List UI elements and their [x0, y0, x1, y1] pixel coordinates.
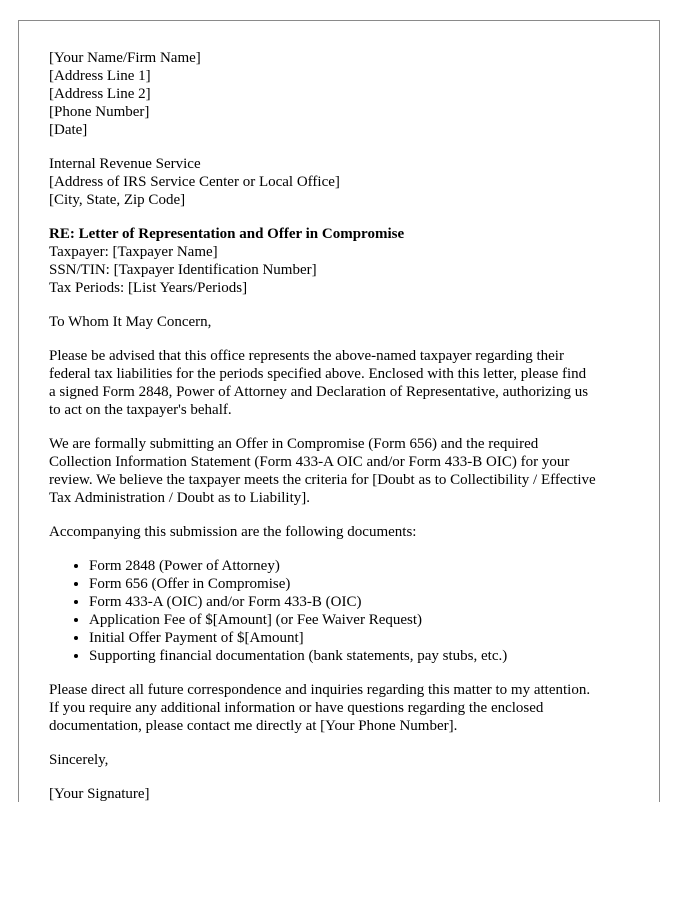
- paragraph-line: We are formally submitting an Offer in Compromise (Form 656) and the required: [49, 436, 539, 452]
- list-item: • Supporting financial documentation (bank statements, pay stubs, etc.): [89, 647, 639, 665]
- list-item: • Form 2848 (Power of Attorney): [89, 557, 639, 575]
- paragraph-line: Please be advised that this office represents the above-named taxpayer regarding their: [49, 348, 564, 364]
- sender-block: [49, 49, 639, 139]
- documents-intro-text: Accompanying this submission are the following documents:: [49, 524, 417, 540]
- paragraph-line: federal tax liabilities for the periods specified above. Enclosed with this letter, please find: [49, 366, 587, 382]
- paragraph-line: review. We believe the taxpayer meets the criteria for [Doubt as to Collectibility / Effective: [49, 472, 596, 488]
- recipient-name: Internal Revenue Service: [49, 156, 201, 172]
- closing: [49, 751, 639, 769]
- documents-list: [49, 557, 639, 665]
- taxpayer-name: Taxpayer: [Taxpayer Name]: [49, 244, 218, 260]
- list-item: • Form 656 (Offer in Compromise): [89, 575, 639, 593]
- signature-text: [Your Signature]: [49, 786, 150, 802]
- offer-paragraph: [49, 435, 639, 507]
- recipient-city: [City, State, Zip Code]: [49, 192, 186, 208]
- paragraph-line: If you require any additional information or have questions regarding the enclosed: [49, 700, 544, 716]
- tax-periods: Tax Periods: [List Years/Periods]: [49, 280, 248, 296]
- list-item: • Application Fee of $[Amount] (or Fee Waiver Request): [89, 611, 639, 629]
- taxpayer-ssn: SSN/TIN: [Taxpayer Identification Number]: [49, 262, 317, 278]
- paragraph-line: documentation, please contact me directly at [Your Phone Number].: [49, 718, 458, 734]
- letter-date: [Date]: [49, 122, 88, 138]
- letter-page: [18, 20, 660, 802]
- recipient-block: [49, 155, 639, 209]
- sender-address-line-1: [Address Line 1]: [49, 68, 151, 84]
- paragraph-line: to act on the taxpayer's behalf.: [49, 402, 232, 418]
- list-item: • Form 433-A (OIC) and/or Form 433-B (OIC): [89, 593, 639, 611]
- representation-paragraph: [49, 347, 639, 419]
- closing-text: Sincerely,: [49, 752, 109, 768]
- letter-content: [49, 49, 639, 802]
- sender-name: [Your Name/Firm Name]: [49, 50, 201, 66]
- subject-line: RE: Letter of Representation and Offer in Compromise: [49, 226, 405, 242]
- list-item: • Initial Offer Payment of $[Amount]: [89, 629, 639, 647]
- signature-block: [49, 785, 639, 802]
- sender-address-line-2: [Address Line 2]: [49, 86, 151, 102]
- recipient-address: [Address of IRS Service Center or Local Office]: [49, 174, 340, 190]
- correspondence-paragraph: [49, 681, 639, 735]
- salutation: [49, 313, 639, 331]
- documents-intro: [49, 523, 639, 541]
- paragraph-line: a signed Form 2848, Power of Attorney and Declaration of Representative, authorizing us: [49, 384, 589, 400]
- paragraph-line: Please direct all future correspondence and inquiries regarding this matter to my attention.: [49, 682, 591, 698]
- paragraph-line: Tax Administration / Doubt as to Liability].: [49, 490, 311, 506]
- subject-block: [49, 225, 639, 297]
- salutation-text: To Whom It May Concern,: [49, 314, 212, 330]
- paragraph-line: Collection Information Statement (Form 433-A OIC and/or Form 433-B OIC) for your: [49, 454, 570, 470]
- sender-phone: [Phone Number]: [49, 104, 150, 120]
